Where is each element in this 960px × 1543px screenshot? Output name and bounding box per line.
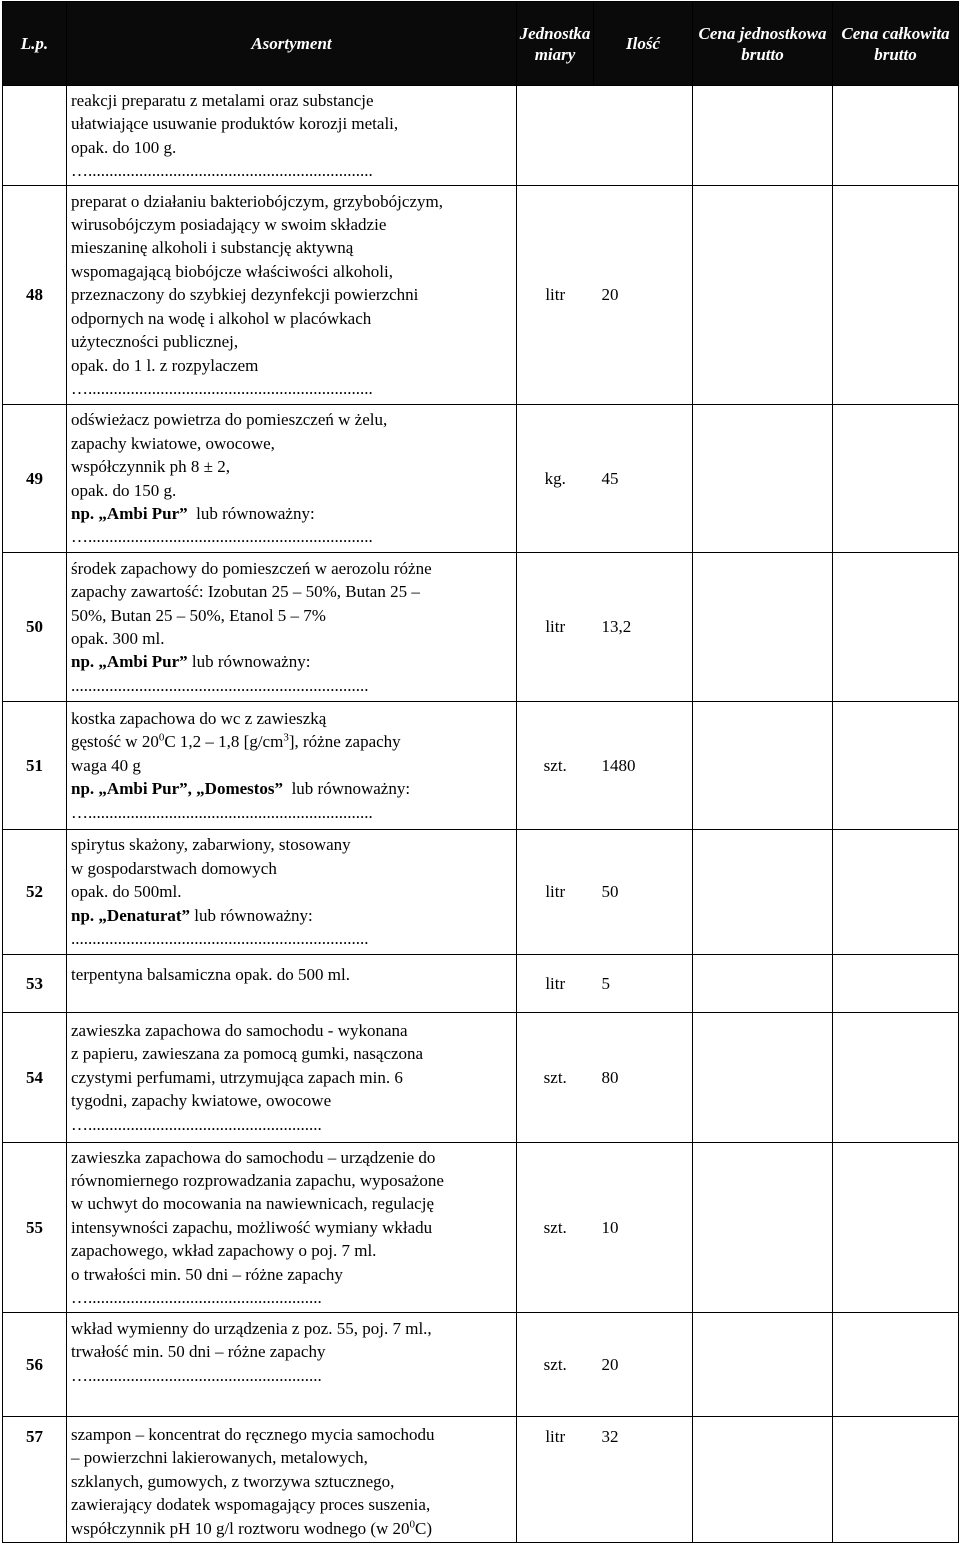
desc-line: mieszaninę alkoholi i substancję aktywną (71, 238, 354, 258)
desc-line (71, 730, 512, 753)
equivalent-label: lub równoważny: (194, 905, 313, 925)
cell-qty: 13,2 (594, 553, 693, 702)
cell-unit: litr (517, 186, 594, 405)
cell-total-price[interactable] (833, 1313, 959, 1417)
cell-description (67, 955, 517, 1013)
desc-line: ułatwiające usuwanie produktów korozji metali, (71, 114, 399, 134)
desc-line: w uchwyt do mocowania na nawiewnicach, regulację (71, 1194, 434, 1214)
table-row (3, 1313, 959, 1417)
text-fragment: ], różne zapachy (288, 732, 401, 752)
cell-total-price[interactable] (833, 955, 959, 1013)
desc-example-line (71, 502, 512, 525)
fill-dots: …....................................................... (71, 1114, 322, 1134)
cell-description (67, 1143, 517, 1313)
header-cena-jednostkowa: Cena jednostkowa brutto (693, 2, 833, 86)
cell-lp: 52 (3, 830, 67, 955)
np-label: np. (71, 905, 95, 925)
table-header-row (3, 2, 959, 86)
desc-line: waga 40 g (71, 755, 141, 775)
table-row (3, 553, 959, 702)
fill-dots: …................................................................... (71, 160, 373, 180)
desc-line: opak. do 500ml. (71, 882, 182, 902)
desc-line: opak. 300 ml. (71, 629, 165, 648)
cell-total-price[interactable] (833, 830, 959, 955)
desc-line: użyteczności publicznej, (71, 332, 239, 352)
header-cena-calkowita: Cena całkowita brutto (833, 2, 959, 86)
cell-description (67, 405, 517, 553)
cell-qty: 1480 (594, 702, 693, 830)
cell-total-price[interactable] (833, 86, 959, 186)
cell-unit-price[interactable] (693, 1013, 833, 1143)
desc-line (71, 1517, 512, 1540)
np-label: np. (71, 652, 95, 672)
cell-total-price[interactable] (833, 405, 959, 553)
cell-unit-price[interactable] (693, 955, 833, 1013)
brand-name: „Ambi Pur” (98, 652, 188, 672)
cell-unit: litr (517, 553, 594, 702)
desc-line: preparat o działaniu bakteriobójczym, grzybobójczym, (71, 191, 443, 211)
desc-line: tygodni, zapachy kwiatowe, owocowe (71, 1091, 332, 1111)
fill-dots: ...................................................................... (71, 929, 369, 949)
cell-unit: szt. (517, 1143, 594, 1313)
table-row (3, 1013, 959, 1143)
header-ilosc: Ilość (594, 2, 693, 86)
cell-qty: 32 (594, 1417, 693, 1543)
header-asortyment: Asortyment (67, 2, 517, 86)
cell-description (67, 553, 517, 702)
table-row (3, 830, 959, 955)
np-label: np. (71, 503, 95, 523)
text-fragment: gęstość w 20 (71, 732, 159, 752)
table-row (3, 1143, 959, 1313)
cell-lp: 55 (3, 1143, 67, 1313)
cell-qty: 50 (594, 830, 693, 955)
cell-qty: 5 (594, 955, 693, 1013)
superscript: 0 (158, 731, 165, 744)
desc-line: zapachy kwiatowe, owocowe, (71, 433, 275, 453)
desc-line: zawieszka zapachowa do samochodu – urządzenie do (71, 1147, 436, 1167)
cell-description (67, 830, 517, 955)
text-fragment: C) (415, 1518, 433, 1538)
desc-line: szampon – koncentrat do ręcznego mycia samochodu (71, 1425, 435, 1444)
cell-total-price[interactable] (833, 1013, 959, 1143)
fill-dots: ...................................................................... (71, 675, 369, 695)
cell-description (67, 186, 517, 405)
equivalent-label: lub równoważny: (291, 779, 411, 799)
header-lp: L.p. (3, 2, 67, 86)
cell-lp: 54 (3, 1013, 67, 1143)
desc-line: terpentyna balsamiczna opak. do 500 ml. (71, 965, 350, 984)
fill-dots: …....................................................... (71, 1365, 322, 1385)
cell-unit-price[interactable] (693, 1313, 833, 1417)
cell-unit-price[interactable] (693, 86, 833, 186)
cell-lp: 48 (3, 186, 67, 405)
cell-total-price[interactable] (833, 702, 959, 830)
desc-line: wirusobójczym posiadający w swoim składzie (71, 215, 387, 235)
desc-example-line (71, 904, 512, 927)
desc-line: – powierzchni lakierowanych, metalowych, (71, 1448, 368, 1468)
desc-line: zawieszka zapachowa do samochodu - wykonana (71, 1020, 408, 1040)
cell-lp: 51 (3, 702, 67, 830)
desc-line: 50%, Butan 25 – 50%, Etanol 5 – 7% (71, 605, 326, 625)
cell-total-price[interactable] (833, 186, 959, 405)
desc-line: odświeżacz powietrza do pomieszczeń w żelu, (71, 410, 388, 430)
table-row-continuation (3, 86, 959, 186)
desc-line: kostka zapachowa do wc z zawieszką (71, 708, 327, 728)
cell-unit: litr (517, 1417, 594, 1543)
desc-line: współczynnik ph 8 ± 2, (71, 457, 231, 477)
desc-example-line (71, 777, 512, 800)
fill-dots: …................................................................... (71, 378, 373, 398)
cell-unit-price[interactable] (693, 830, 833, 955)
desc-line: opak. do 100 g. (71, 137, 177, 157)
desc-line: w gospodarstwach domowych (71, 858, 277, 878)
desc-line: zapachy zawartość: Izobutan 25 – 50%, Butan 25 – (71, 582, 420, 602)
cell-qty: 20 (594, 1313, 693, 1417)
cell-description (67, 1313, 517, 1417)
cell-qty: 45 (594, 405, 693, 553)
desc-line: o trwałości min. 50 dni – różne zapachy (71, 1264, 343, 1284)
cell-lp: 57 (3, 1417, 67, 1543)
cell-unit-price[interactable] (693, 702, 833, 830)
desc-line: odpornych na wodę i alkohol w placówkach (71, 308, 372, 328)
cell-lp (3, 86, 67, 186)
cell-unit: szt. (517, 702, 594, 830)
cell-unit: szt. (517, 1313, 594, 1417)
cell-qty: 80 (594, 1013, 693, 1143)
desc-line: opak. do 150 g. (71, 480, 177, 500)
desc-line: z papieru, zawieszana za pomocą gumki, nasączona (71, 1044, 424, 1064)
equivalent-label: lub równoważny: (196, 503, 315, 523)
fill-dots: …................................................................... (71, 527, 373, 547)
cell-lp: 49 (3, 405, 67, 553)
desc-line: środek zapachowy do pomieszczeń w aerozolu różne (71, 558, 432, 578)
superscript: 3 (283, 731, 289, 744)
cell-unit-price[interactable] (693, 1143, 833, 1313)
cell-unit-price[interactable] (693, 553, 833, 702)
brand-name: „Ambi Pur” (98, 503, 188, 523)
cell-description (67, 86, 517, 186)
fill-dots: …................................................................... (71, 802, 373, 822)
cell-qty (594, 86, 693, 186)
cell-total-price[interactable] (833, 553, 959, 702)
desc-line: reakcji preparatu z metalami oraz substancje (71, 90, 374, 110)
desc-line: spirytus skażony, zabarwiony, stosowany (71, 835, 351, 855)
desc-line: zawierający dodatek wspomagający proces suszenia, (71, 1495, 431, 1515)
desc-line: zapachowego, wkład zapachowy o poj. 7 ml. (71, 1241, 377, 1261)
desc-line: intensywności zapachu, możliwość wymiany wkładu (71, 1217, 433, 1237)
text-fragment: C 1,2 – 1,8 [g/cm (164, 732, 284, 752)
cell-unit: szt. (517, 1013, 594, 1143)
cell-lp: 50 (3, 553, 67, 702)
desc-line: opak. do 1 l. z rozpylaczem (71, 355, 259, 375)
desc-line: równomiernego rozprowadzania zapachu, wyposażone (71, 1170, 444, 1190)
cell-unit-price[interactable] (693, 186, 833, 405)
superscript: 0 (409, 1517, 416, 1530)
text-fragment: współczynnik pH 10 g/l roztworu wodnego (w 20 (71, 1518, 410, 1538)
cell-unit: kg. (517, 405, 594, 553)
desc-line: wkład wymienny do urządzenia z poz. 55, poj. 7 ml., (71, 1319, 432, 1338)
cell-lp: 53 (3, 955, 67, 1013)
table-row (3, 186, 959, 405)
cell-unit-price[interactable] (693, 1417, 833, 1543)
cell-qty: 10 (594, 1143, 693, 1313)
price-table (2, 1, 959, 1543)
np-label: np. (71, 779, 95, 799)
cell-description (67, 1417, 517, 1543)
brand-name: „Ambi Pur”, „Domestos” (98, 779, 284, 799)
cell-lp: 56 (3, 1313, 67, 1417)
desc-line: wspomagającą biobójcze właściwości alkoholi, (71, 261, 393, 281)
header-jednostka: Jednostka miary (517, 2, 594, 86)
cell-total-price[interactable] (833, 1417, 959, 1543)
desc-line: trwałość min. 50 dni – różne zapachy (71, 1342, 326, 1362)
cell-qty: 20 (594, 186, 693, 405)
equivalent-label: lub równoważny: (191, 652, 311, 672)
table-row (3, 955, 959, 1013)
cell-unit (517, 86, 594, 186)
cell-total-price[interactable] (833, 1143, 959, 1313)
table-row (3, 405, 959, 553)
desc-line: szklanych, gumowych, z tworzywa sztucznego, (71, 1471, 395, 1491)
desc-line: czystymi perfumami, utrzymująca zapach min. 6 (71, 1067, 403, 1087)
table-row (3, 702, 959, 830)
cell-description (67, 1013, 517, 1143)
brand-name: „Denaturat” (98, 905, 191, 925)
table-row (3, 1417, 959, 1543)
fill-dots: …....................................................... (71, 1288, 322, 1308)
cell-description (67, 702, 517, 830)
desc-example-line (71, 650, 512, 673)
desc-line: przeznaczony do szybkiej dezynfekcji powierzchni (71, 285, 419, 305)
cell-unit-price[interactable] (693, 405, 833, 553)
cell-unit: litr (517, 830, 594, 955)
cell-unit: litr (517, 955, 594, 1013)
